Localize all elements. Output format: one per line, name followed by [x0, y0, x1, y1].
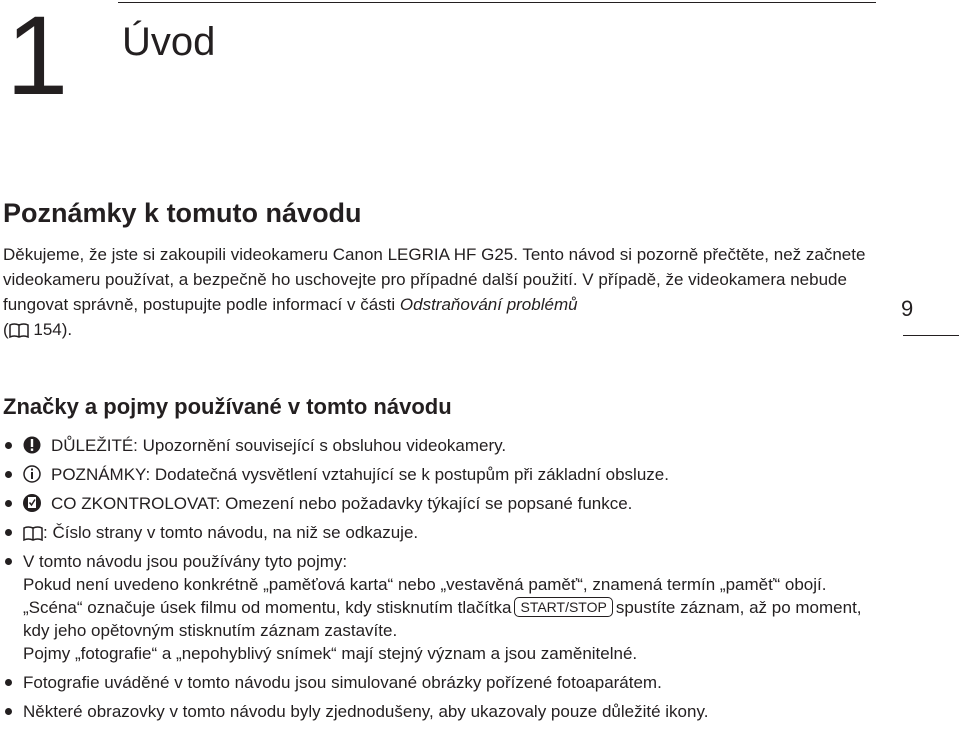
list-item: CO ZKONTROLOVAT: Omezení nebo požadavky týkající se popsané funkce.: [3, 489, 883, 518]
section-heading-symbols: Značky a pojmy používané v tomto návodu: [3, 394, 452, 419]
section-heading-notes: Poznámky k tomuto návodu: [3, 198, 362, 228]
intro-page-ref: 154).: [28, 320, 73, 339]
intro-paragraph: Děkujeme, že jste si zakoupili videokameru Canon LEGRIA HF G25. Tento návod si pozorně přečtěte, než začnete videokameru používat, a bezpečně ho uschovejte pro případné další použití. V případě, že videokamera nebude fungovat správně, postupujte podle informací v části Odstraňování problémů ( 154).: [3, 245, 866, 339]
intro-text: Děkujeme, že jste si zakoupili videokameru Canon LEGRIA HF G25. Tento návod si pozorně přečtěte, než začnete videokameru používat, a bezpečně ho uschovejte pro případné další použití. V případě, že videokamera nebude fungovat správně, postupujte podle informací v části: [3, 245, 866, 314]
list-item: : Číslo strany v tomto návodu, na niž se odkazuje.: [3, 518, 883, 547]
top-rule: [118, 2, 876, 3]
terms-lead: V tomto návodu jsou používány tyto pojmy:: [23, 552, 348, 571]
troubleshooting-reference: Odstraňování problémů: [399, 295, 578, 314]
important-icon: [23, 435, 45, 455]
start-stop-button-label: START/STOP: [514, 597, 612, 617]
checklist-icon: [23, 493, 45, 513]
terms-memory: Pokud není uvedeno konkrétně „paměťová karta“ nebo „vestavěná paměť“, znamená termín „paměť“ obojí.: [23, 575, 827, 594]
book-icon: [23, 521, 43, 536]
list-item-terms: [3, 547, 883, 668]
symbols-list: [3, 431, 883, 726]
chapter-number: 1: [6, 0, 67, 118]
page-number-rule: [903, 335, 959, 336]
list-item: POZNÁMKY: Dodatečná vysvětlení vztahující se k postupům při základní obsluze.: [3, 460, 883, 489]
page-number: 9: [901, 296, 914, 321]
terms-scene: „Scéna“ označuje úsek filmu od momentu, kdy stisknutím tlačítka START/STOP spustíte záznam, až po moment, kdy jeho opětovným stisknutím záznam zastavíte.: [23, 598, 862, 640]
info-icon: [23, 464, 45, 484]
list-item: Fotografie uváděné v tomto návodu jsou simulované obrázky pořízené fotoaparátem.: [3, 668, 883, 697]
terms-photo: Pojmy „fotografie“ a „nepohyblivý snímek“ mají stejný význam a jsou zaměnitelné.: [23, 644, 638, 663]
chapter-title: Úvod: [122, 20, 216, 64]
book-icon: [9, 320, 29, 335]
list-item: Některé obrazovky v tomto návodu byly zjednodušeny, aby ukazovaly pouze důležité ikony.: [3, 697, 883, 726]
list-item: DŮLEŽITÉ: Upozornění související s obsluhou videokamery.: [3, 431, 883, 460]
